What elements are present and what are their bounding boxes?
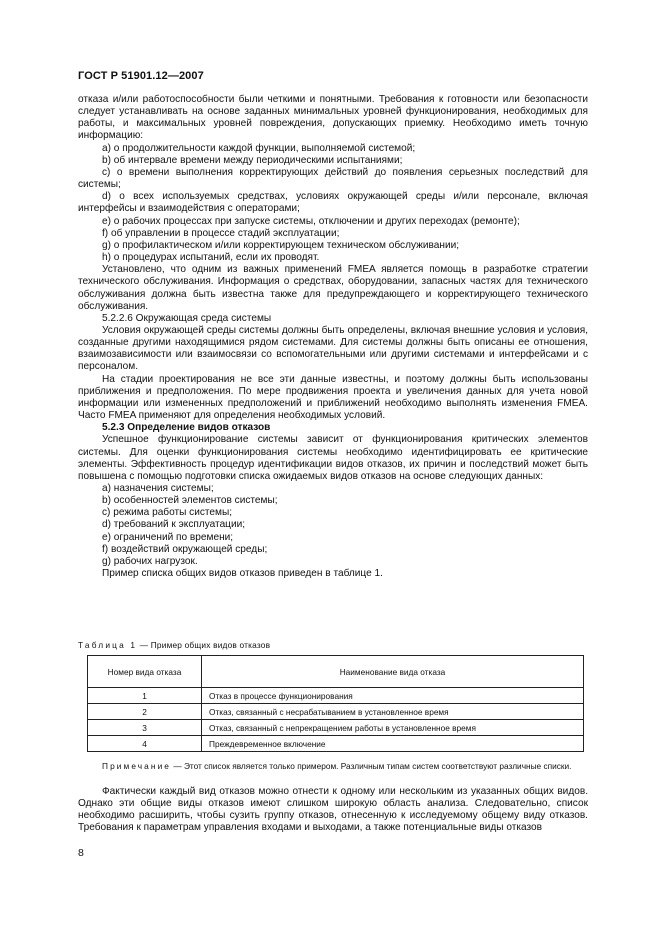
list-item: b) особенностей элементов системы; [102,495,278,507]
list-item: d) требований к эксплуатации; [102,519,246,531]
table-row [88,688,584,704]
table-cell-name: Отказ, связанный с несрабатыванием в установленное время [202,704,584,720]
paragraph-design-stage: На стадии проектирования не все эти данные известны, и поэтому должны быть использованы приближения и предположения. По мере продвижения проекта и увеличения данных для учета новой информации или измененных предположений и приближений необходимо выполнять изменения FMEA. Часто FMEA применяют для определения необходимых условий. [78,373,588,422]
failure-modes-table [87,655,584,752]
page-number: 8 [78,847,84,859]
column-header-name: Наименование вида отказа [202,656,584,688]
paragraph-continuation: Фактически каждый вид отказов можно отнести к одному или нескольким из указанных общих видов. Однако эти общие виды отказов имеют слишком широкую область анализа. Следовательно, список необходимо расширить, чтобы сузить группу отказов, отнесенную к исследуемому общему виду отказов. Требования к параметрам управления входами и выходами, а также потенциальные виды отказов [78,786,588,834]
table-cell-number: 1 [88,688,202,704]
list-item: e) о рабочих процессах при запуске системы, отключении и других переходах (ремонте); [102,215,520,227]
section-heading-523: 5.2.3 Определение видов отказов [102,422,271,434]
table-row [88,720,584,736]
list-item: b) об интервале времени между периодическими испытаниями; [102,154,403,166]
table-caption-label: Таблица 1 [78,640,138,650]
table-cell-name: Преждевременное включение [202,736,584,752]
paragraph-example: Пример списка общих видов отказов приведен в таблице 1. [102,568,383,580]
paragraph-environment: Условия окружающей среды системы должны быть определены, включая внешние условия и условия, созданные другими находящимися рядом системами. Для системы должны быть описаны ее отношения, взаимозависимости или взаимосвязи со вспомогательными или другими системами и интерфейсами и с персоналом. [78,324,588,373]
list-item: h) о процедурах испытаний, если их проводят. [102,252,320,264]
table-row [88,704,584,720]
document-header: ГОСТ Р 51901.12—2007 [78,70,204,82]
list-item: c) режима работы системы; [102,507,233,519]
paragraph-continued: отказа и/или работоспособности были четкими и понятными. Требования к готовности или безопасности следует устанавливать на основе заданных минимальных уровней функционирования, необходимых для работы, и максимальных уровней повреждения, допускающих приемку. Необходимо иметь точную информацию: [78,94,588,142]
table-cell-number: 3 [88,720,202,736]
table-cell-name: Отказ в процессе функционирования [202,688,584,704]
table-cell-name: Отказ, связанный с непрекращением работы в установленное время [202,720,584,736]
note-label: Примечание [102,761,172,771]
paragraph-failure-modes: Успешное функционирование системы зависит от функционирования критических элементов системы. Для оценки функционирования системы необходимо идентифицировать ее критические элементы. Эффективность процедур идентификации видов отказов, их причин и последствий может быть повышена с помощью подготовки списка ожидаемых видов отказов на основе следующих данных: [78,434,588,482]
table-caption [78,640,270,650]
table-cell-number: 2 [88,704,202,720]
section-heading-5226: 5.2.2.6 Окружающая среда системы [102,312,272,324]
list-item: d) о всех используемых средствах, условиях окружающей среды и/или персонале, включая интерфейсы и взаимодействия с операторами; [78,191,588,215]
list-item: f) об управлении в процессе стадий эксплуатации; [102,227,340,239]
table-caption-text: — Пример общих видов отказов [137,640,271,650]
note-text: — Этот список является только примером. Различным типам систем соответствуют различные списки. [171,761,572,771]
list-item: a) назначения системы; [102,483,214,494]
column-header-number: Номер вида отказа [88,656,202,688]
table-cell-number: 4 [88,736,202,752]
paragraph-fmea: Установлено, что одним из важных применений FMEA является помощь в разработке стратегии технического обслуживания. Информация о средствах, оборудовании, запасных частях для технического обслуживания должна быть известна также для предупреждающего и корректирующего технического обслуживания. [78,264,588,312]
list-item: g) рабочих нагрузок. [102,555,198,567]
list-item: a) о продолжительности каждой функции, выполняемой системой; [102,142,416,154]
table-note [78,760,588,772]
list-item: f) воздействий окружающей среды; [102,543,268,555]
table-row [88,736,584,752]
table-header-row [88,656,584,688]
main-text [78,94,588,580]
list-item: c) о времени выполнения корректирующих действий до появления серьезных последствий для системы; [78,166,588,191]
list-item: e) ограничений по времени; [102,531,234,543]
list-item: g) о профилактическом и/или корректирующем техническом обслуживании; [102,239,460,251]
